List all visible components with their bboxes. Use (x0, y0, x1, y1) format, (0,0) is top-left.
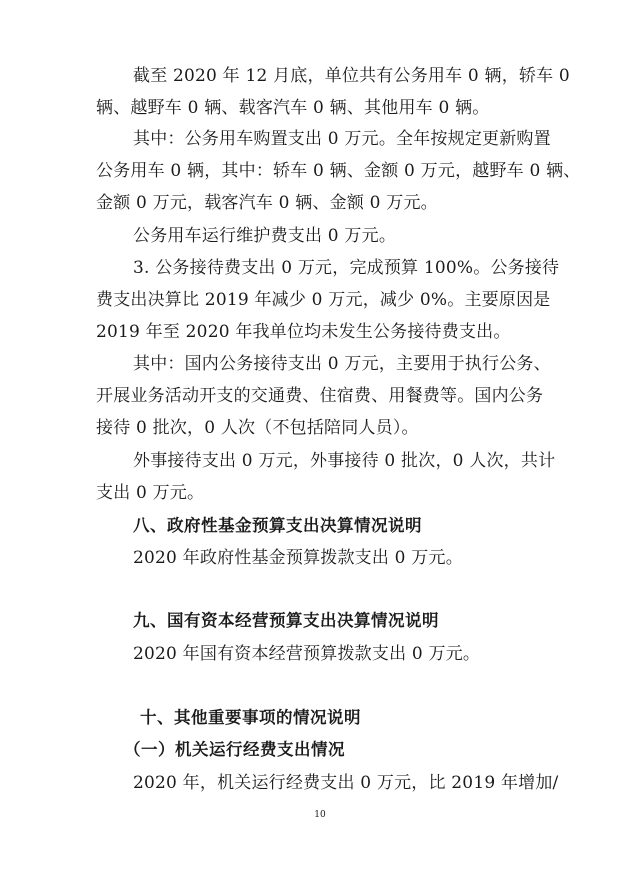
section-heading-9: 九、国有资本经营预算支出决算情况说明 (133, 611, 439, 630)
paragraph-line: 截至 2020 年 12 月底，单位共有公务用车 0 辆，轿车 0 (133, 66, 570, 86)
paragraph-line: 其中：国内公务接待支出 0 万元，主要用于执行公务、 (133, 354, 551, 374)
paragraph-line: 开展业务活动开支的交通费、住宿费、用餐费等。国内公务 (96, 386, 544, 406)
paragraph-line: 外事接待支出 0 万元，外事接待 0 批次，0 人次，共计 (133, 451, 556, 471)
paragraph-line: 辆、越野车 0 辆、载客汽车 0 辆、其他用车 0 辆。 (96, 98, 490, 118)
section-heading-8: 八、政府性基金预算支出决算情况说明 (133, 516, 422, 535)
paragraph-line: 2019 年至 2020 年我单位均未发生公务接待费支出。 (96, 322, 511, 342)
subsection-heading: （一）机关运行经费支出情况 (124, 740, 345, 759)
paragraph-line: 2020 年国有资本经营预算拨款支出 0 万元。 (133, 644, 481, 664)
page-number: 10 (314, 810, 326, 820)
paragraph-line: 支出 0 万元。 (96, 483, 205, 503)
paragraph-line: 公务用车 0 辆，其中：轿车 0 辆、金额 0 万元，越野车 0 辆、 (96, 161, 581, 181)
paragraph-line: 2020 年，机关运行经费支出 0 万元，比 2019 年增加/ (133, 773, 559, 793)
paragraph-line: 接待 0 批次，0 人次（不包括陪同人员）。 (96, 418, 419, 438)
paragraph-line: 3. 公务接待费支出 0 万元，完成预算 100%。公务接待 (133, 258, 560, 278)
paragraph-line: 金额 0 万元，载客汽车 0 辆、金额 0 万元。 (96, 193, 438, 213)
paragraph-line: 公务用车运行维护费支出 0 万元。 (133, 226, 397, 246)
paragraph-line: 费支出决算比 2019 年减少 0 万元，减少 0%。主要原因是 (96, 290, 551, 310)
paragraph-line: 其中：公务用车购置支出 0 万元。全年按规定更新购置 (133, 129, 551, 149)
section-heading-10: 十、其他重要事项的情况说明 (140, 708, 361, 727)
paragraph-line: 2020 年政府性基金预算拨款支出 0 万元。 (133, 548, 463, 568)
